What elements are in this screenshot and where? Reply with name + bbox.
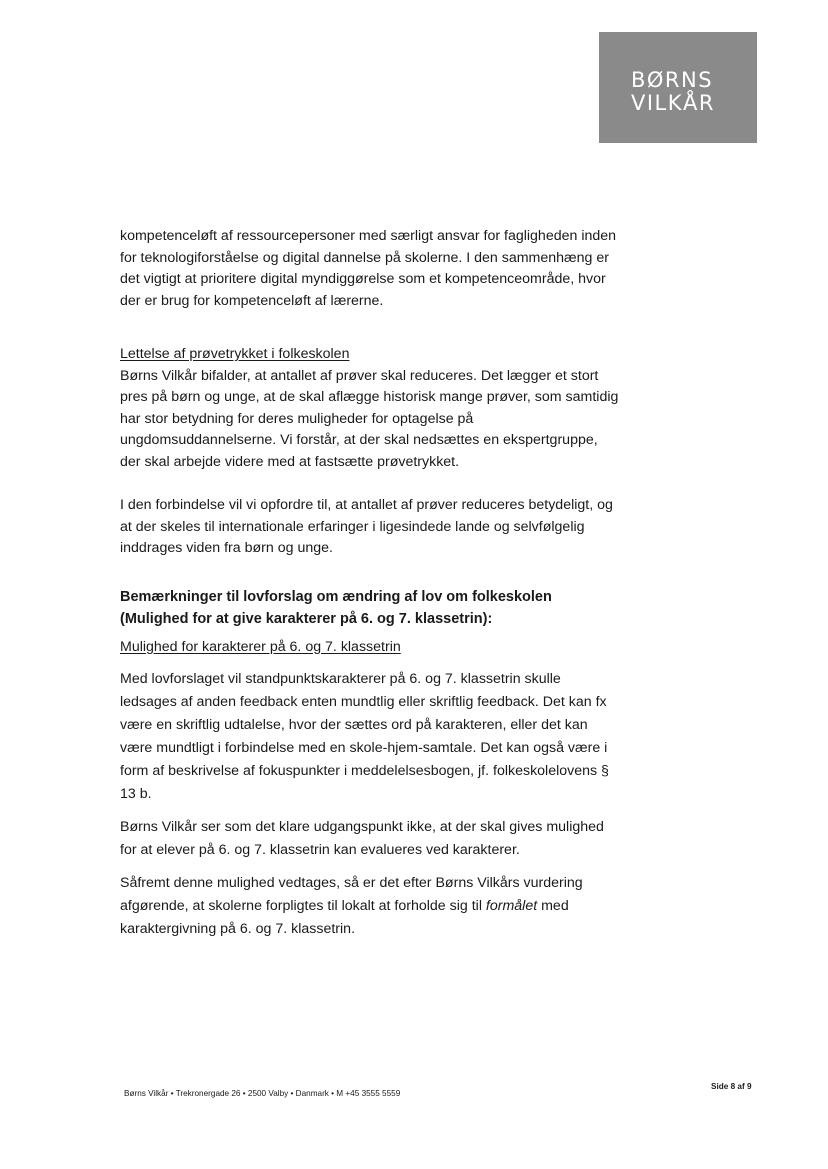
document-body bbox=[120, 226, 620, 941]
paragraph-law-proposal: Med lovforslaget vil standpunktskarakterer på 6. og 7. klassetrin skulle ledsages af anden feedback enten mundtlig eller skriftlig feedback. Det kan fx være en skriftlig udtalelse, hvor der sættes ord på karakteren, eller det kan være mundtligt i forbindelse med en skole-hjem-samtale. Det kan også være i form af beskrivelse af fokuspunkter i meddelelsesbogen, jf. folkeskolelovens § 13 b. bbox=[120, 671, 609, 802]
organization-logo bbox=[599, 32, 757, 143]
page-number: Side 8 af 9 bbox=[711, 1082, 752, 1091]
conclusion-text-start: Såfremt denne mulighed vedtages, så er det efter Børns Vilkårs vurdering afgørende, at skolerne forpligtes til lokalt at forholde sig til bbox=[120, 875, 583, 914]
subheading-grades: Mulighed for karakterer på 6. og 7. klassetrin bbox=[120, 638, 401, 655]
paragraph-conclusion bbox=[120, 872, 620, 941]
logo-line-1: BØRNS bbox=[631, 68, 714, 92]
paragraph-test-reduction: Børns Vilkår bifalder, at antallet af prøver skal reduceres. Det lægger et stort pres på børn og unge, at de skal aflægge historisk mange prøver, som samtidig har stor betydning for deres muligheder for optagelse på ungdomsuddannelserne. Vi forstår, at der skal nedsættes en ekspertgruppe, der skal arbejde videre med at fastsætte prøvetrykket. bbox=[120, 367, 619, 470]
paragraph-digital-competence: kompetenceløft af ressourcepersoner med særligt ansvar for fagligheden inden for teknologiforståelse og digital dannelse på skolerne. I den sammenhæng er det vigtigt at prioritere digital myndiggørelse som et kompetenceområde, hvor der er brug for kompetenceløft af lærerne. bbox=[120, 228, 617, 309]
logo-line-2: VILKÅR bbox=[631, 91, 715, 115]
conclusion-text-end: med karaktergivning på 6. og 7. klassetrin. bbox=[120, 898, 569, 937]
section-heading-law-proposal: Bemærkninger til lovforslag om ændring af lov om folkeskolen (Mulighed for at give karakterer på 6. og 7. klassetrin): bbox=[120, 588, 552, 627]
emphasis-purpose: formålet bbox=[485, 898, 538, 914]
footer-address: Børns Vilkår • Trekronergade 26 • 2500 Valby • Danmark • M +45 3555 5559 bbox=[124, 1089, 401, 1098]
paragraph-recommendation: I den forbindelse vil vi opfordre til, at antallet af prøver reduceres betydeligt, og at der skeles til internationale erfaringer i ligesindede lande og selvfølgelig inddrages viden fra børn og unge. bbox=[120, 497, 613, 556]
subheading-test-pressure: Lettelse af prøvetrykket i folkeskolen bbox=[120, 346, 350, 362]
paragraph-position: Børns Vilkår ser som det klare udgangspunkt ikke, at der skal gives mulighed for at elever på 6. og 7. klassetrin kan evalueres ved karakterer. bbox=[120, 819, 604, 858]
